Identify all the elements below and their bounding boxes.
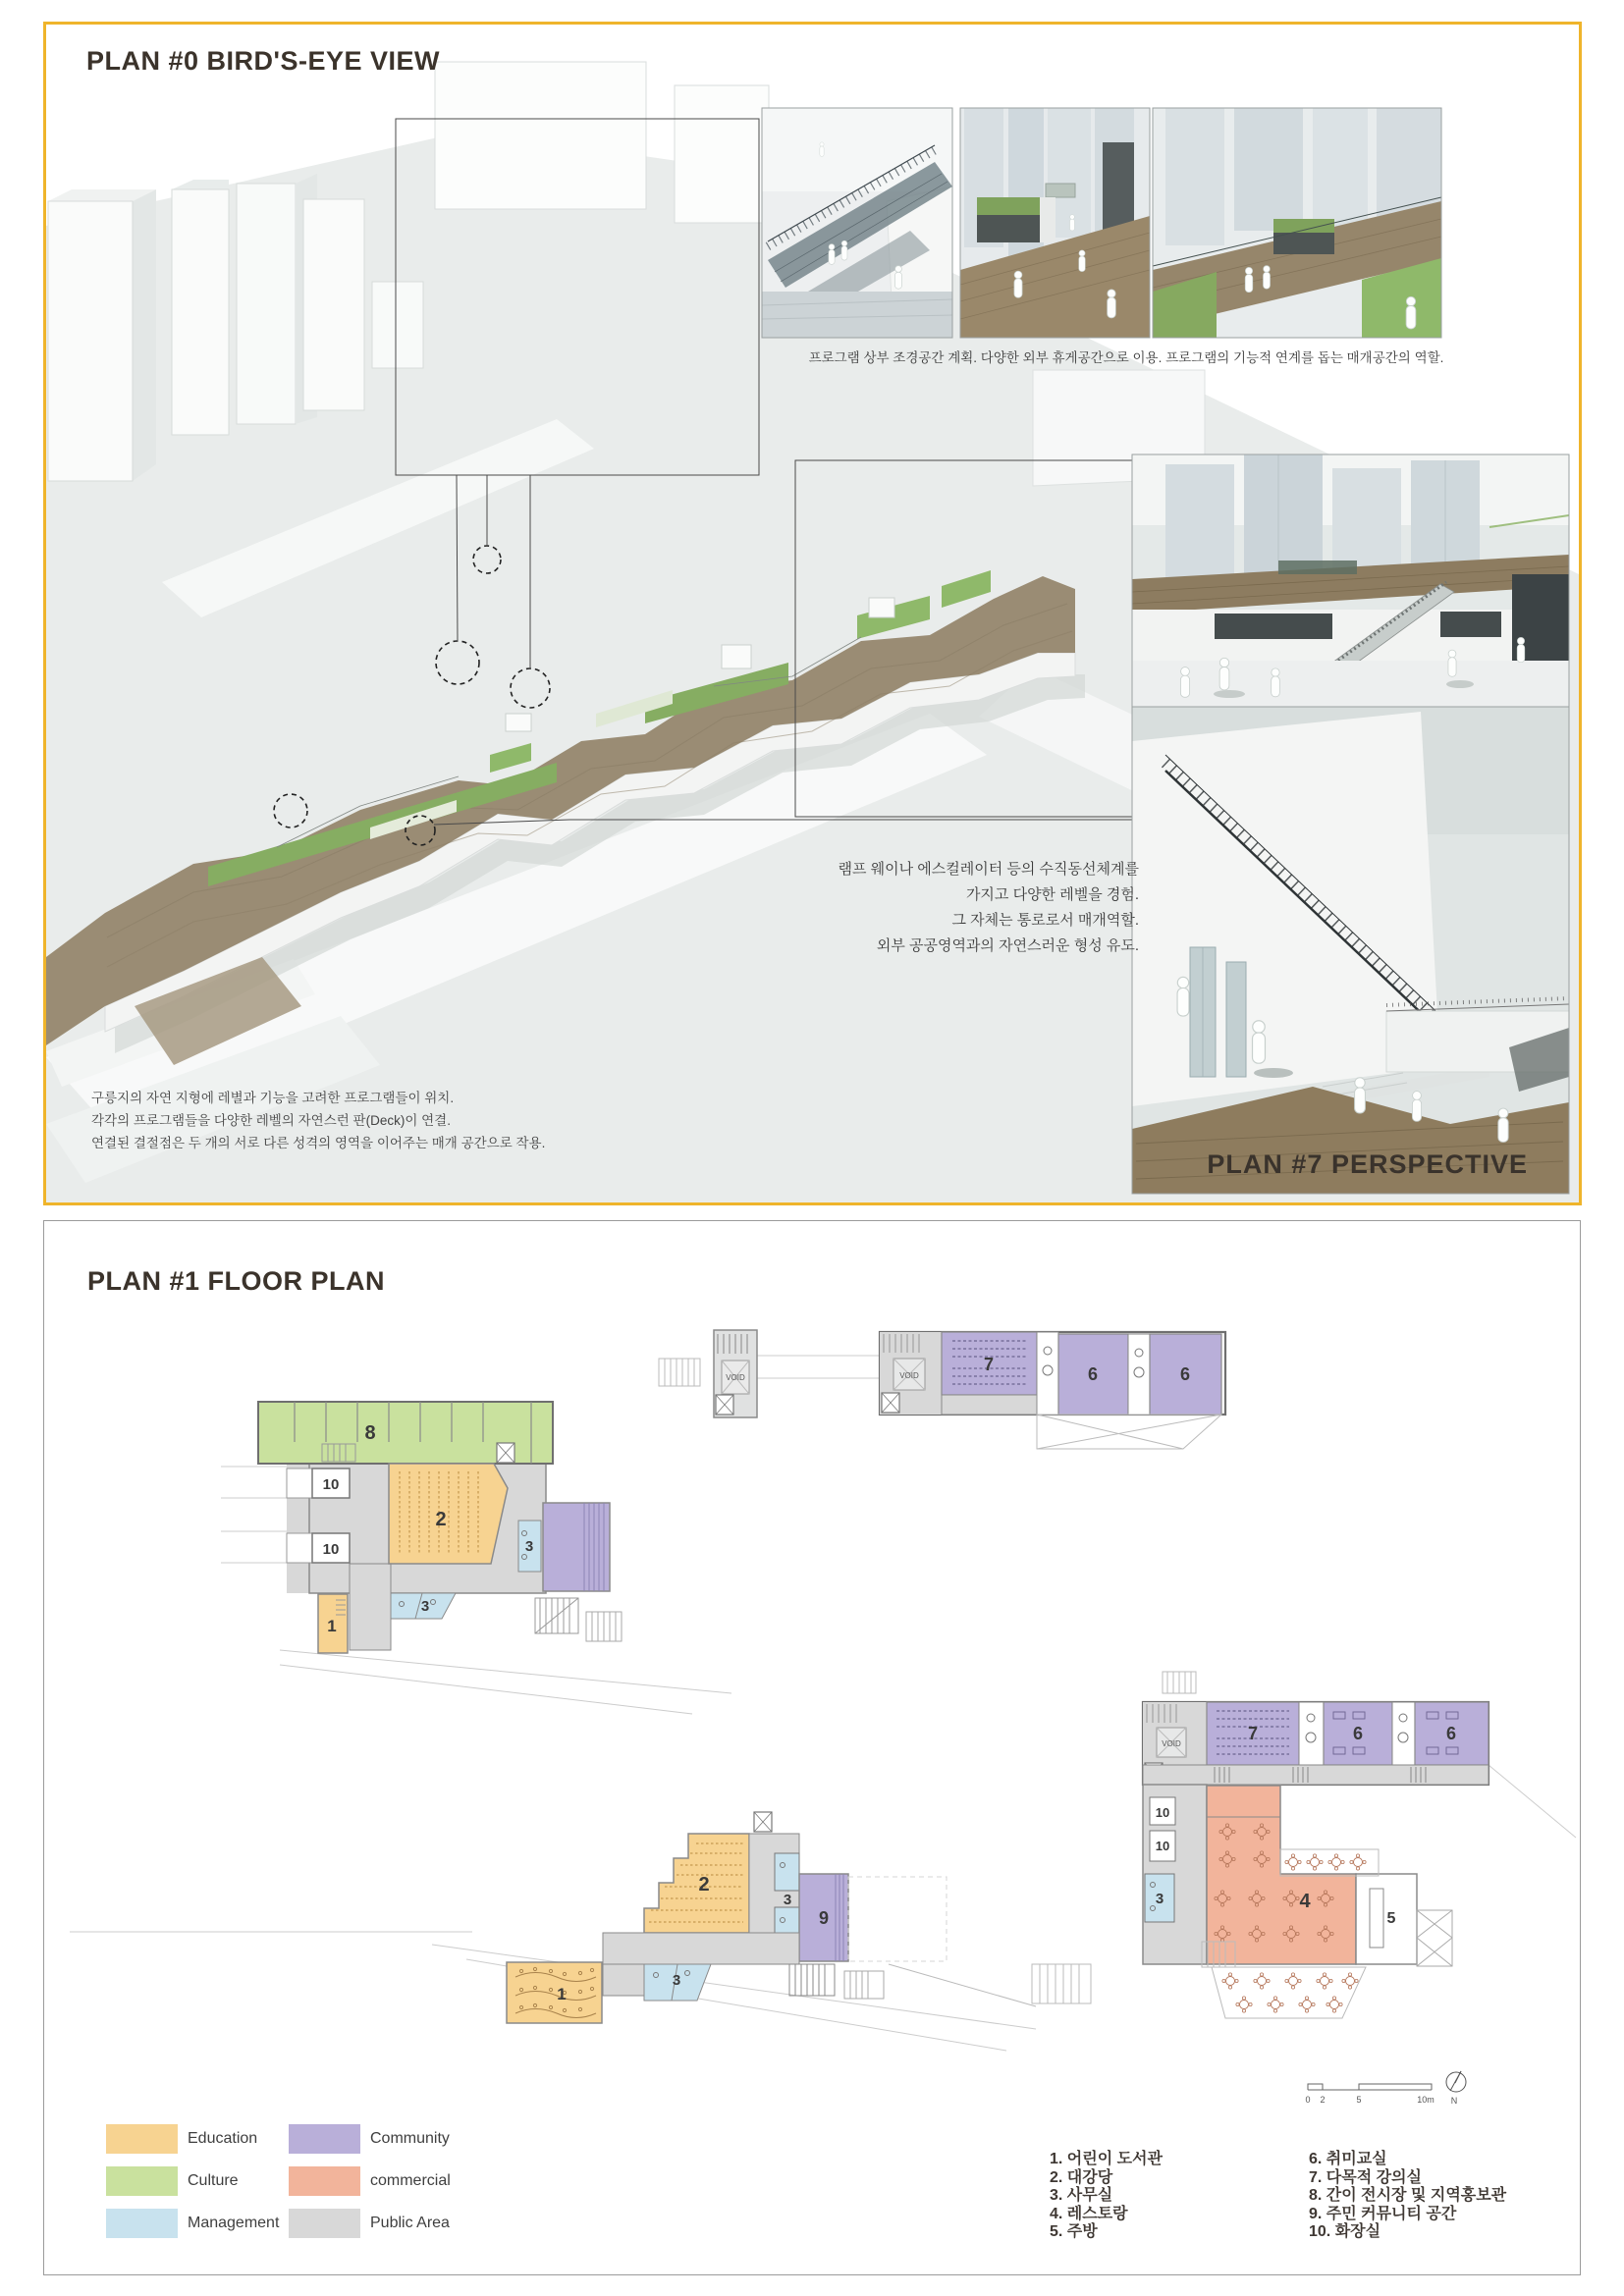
annotation-line: 외부 공공영역과의 자연스러운 형성 유도.	[876, 937, 1139, 954]
legend-label: commercial	[370, 2172, 451, 2189]
room-label-8: 8	[364, 1422, 376, 1444]
room-label-9: 9	[818, 1908, 830, 1928]
birdseye-caption: 프로그램 상부 조경공간 계획. 다양한 외부 휴게공간으로 이용. 프로그램의 기능적 연계를 돕는 매개공간의 역할.	[808, 350, 1444, 365]
room-label-10: 10	[322, 1476, 340, 1493]
room-label-4: 4	[1299, 1891, 1311, 1912]
scale-10m: 10m	[1417, 2095, 1435, 2105]
void-label: VOID	[726, 1373, 745, 1382]
lower-outline	[1037, 1415, 1221, 1449]
community-hall	[543, 1503, 610, 1591]
room-label-10: 10	[1155, 1805, 1170, 1820]
legend-item-community	[289, 2124, 451, 2154]
room-label-3: 3	[783, 1892, 792, 1908]
legend-column-2	[289, 2124, 451, 2238]
room-index-entry: 5. 주방	[1050, 2223, 1098, 2240]
room-label-1: 1	[327, 1617, 337, 1635]
room-label-6: 6	[1445, 1724, 1457, 1743]
perspective-image-ramp-building	[1132, 707, 1569, 1194]
room-label-7: 7	[1247, 1724, 1259, 1743]
room-label-2: 2	[435, 1509, 447, 1530]
room-label-6: 6	[1087, 1364, 1099, 1384]
room-label-5: 5	[1386, 1910, 1396, 1927]
legend-label: Community	[370, 2130, 450, 2147]
room-2-auditorium	[644, 1834, 749, 1933]
annotation-line: 각각의 프로그램들을 다양한 레벨의 자연스런 판(Deck)이 연결.	[91, 1113, 451, 1128]
scale-2: 2	[1320, 2095, 1326, 2105]
legend-swatch-commercial	[289, 2166, 360, 2196]
stair	[535, 1598, 578, 1633]
room-index-entry: 10. 화장실	[1309, 2223, 1381, 2240]
elevator-icon	[882, 1393, 899, 1413]
north-label: N	[1450, 2096, 1458, 2106]
trellis-deck	[1417, 1910, 1452, 1966]
legend-item-management	[106, 2209, 279, 2238]
floorplan-drawing	[44, 1221, 1580, 2274]
legend-label: Public Area	[370, 2215, 450, 2231]
scale-bar	[1308, 2084, 1432, 2090]
exterior-stair	[659, 1359, 700, 1386]
inset-image-deck	[960, 108, 1150, 338]
room-label-1: 1	[557, 1985, 567, 2003]
annotation-line: 연결된 결절점은 두 개의 서로 다른 성격의 영역을 이어주는 매개 공간으로 작용.	[91, 1136, 546, 1150]
room-label-10: 10	[1155, 1839, 1170, 1853]
birdseye-title: PLAN #0 BIRD'S-EYE VIEW	[86, 46, 440, 76]
legend-swatch-management	[106, 2209, 178, 2238]
room-label-6: 6	[1179, 1364, 1191, 1384]
room-index-entry: 4. 레스토랑	[1050, 2205, 1128, 2222]
room-3-office	[775, 1853, 799, 1891]
room-label-2: 2	[698, 1874, 710, 1896]
room-1-childrens-library	[507, 1962, 602, 2023]
room-index-left	[1050, 2151, 1163, 2242]
legend-swatch-public-area	[289, 2209, 360, 2238]
perspective-label: PLAN #7 PERSPECTIVE	[1207, 1149, 1528, 1179]
annotation-line: 가지고 다양한 레벨을 경험.	[965, 886, 1139, 903]
elevator-icon	[754, 1812, 772, 1832]
room-4-restaurant	[1207, 1786, 1356, 1964]
annotation-line: 그 자체는 통로로서 매개역할.	[951, 912, 1139, 929]
stair	[789, 1964, 835, 1996]
room-index-right	[1309, 2151, 1506, 2242]
north-arrow-icon	[1446, 2071, 1466, 2106]
void-label: VOID	[899, 1371, 919, 1380]
upper-plan-classroom-wing	[880, 1332, 1225, 1449]
legend-item-culture	[106, 2166, 279, 2196]
room-label-6: 6	[1352, 1724, 1364, 1743]
room-index-entry: 7. 다목적 강의실	[1309, 2168, 1422, 2186]
birdseye-scene	[46, 25, 1579, 1202]
room-index-entry: 2. 대강당	[1050, 2168, 1113, 2186]
void-labels	[726, 1371, 1181, 1748]
legend-column-1	[106, 2124, 279, 2238]
legend-label: Education	[188, 2130, 258, 2147]
legend-swatch-community	[289, 2124, 360, 2154]
annotation-vertical-circulation	[717, 857, 1139, 959]
inset-image-walkway	[1153, 108, 1441, 338]
birdseye-panel	[43, 22, 1582, 1205]
legend-item-public-area	[289, 2209, 451, 2238]
room-label-7: 7	[983, 1355, 995, 1374]
room-label-3: 3	[1155, 1891, 1164, 1907]
stair	[844, 1971, 884, 1999]
legend-item-commercial	[289, 2166, 451, 2196]
exterior-stair	[1163, 1672, 1196, 1693]
room-index-entry: 8. 간이 전시장 및 지역홍보관	[1309, 2187, 1507, 2204]
room-index-entry: 3. 사무실	[1050, 2187, 1113, 2204]
elevator-icon	[497, 1443, 514, 1463]
room-label-3: 3	[672, 1972, 681, 1989]
room-label-3: 3	[420, 1598, 430, 1615]
scale-labels	[1305, 2095, 1434, 2105]
legend-label: Management	[188, 2215, 280, 2231]
room-label-3: 3	[524, 1538, 534, 1555]
room-index-entry: 6. 취미교실	[1309, 2151, 1387, 2167]
upper-plan	[221, 1330, 880, 1714]
annotation-line: 램프 웨이나 에스컬레이터 등의 수직동선체계를	[838, 861, 1139, 878]
scale-0: 0	[1305, 2095, 1311, 2105]
perspective-image-escalator	[1132, 454, 1569, 707]
legend-label: Culture	[188, 2172, 239, 2189]
floorplan-title: PLAN #1 FLOOR PLAN	[87, 1266, 386, 1296]
room-index-entry: 1. 어린이 도서관	[1050, 2151, 1163, 2167]
floorplan-panel	[43, 1220, 1581, 2275]
annotation-site-program	[91, 1087, 545, 1154]
scale-5: 5	[1356, 2095, 1362, 2105]
lower-plan	[70, 1672, 1576, 2051]
annotation-line: 구릉지의 자연 지형에 레별과 기능을 고려한 프로그램들이 위치.	[91, 1091, 455, 1105]
room-index-entry: 9. 주민 커뮤니티 공간	[1309, 2205, 1457, 2222]
legend-item-education	[106, 2124, 279, 2154]
inset-image-ramp	[762, 108, 952, 338]
stair	[586, 1612, 622, 1641]
legend-swatch-education	[106, 2124, 178, 2154]
room-label-10: 10	[322, 1541, 340, 1558]
legend-swatch-culture	[106, 2166, 178, 2196]
void-label: VOID	[1162, 1739, 1181, 1748]
